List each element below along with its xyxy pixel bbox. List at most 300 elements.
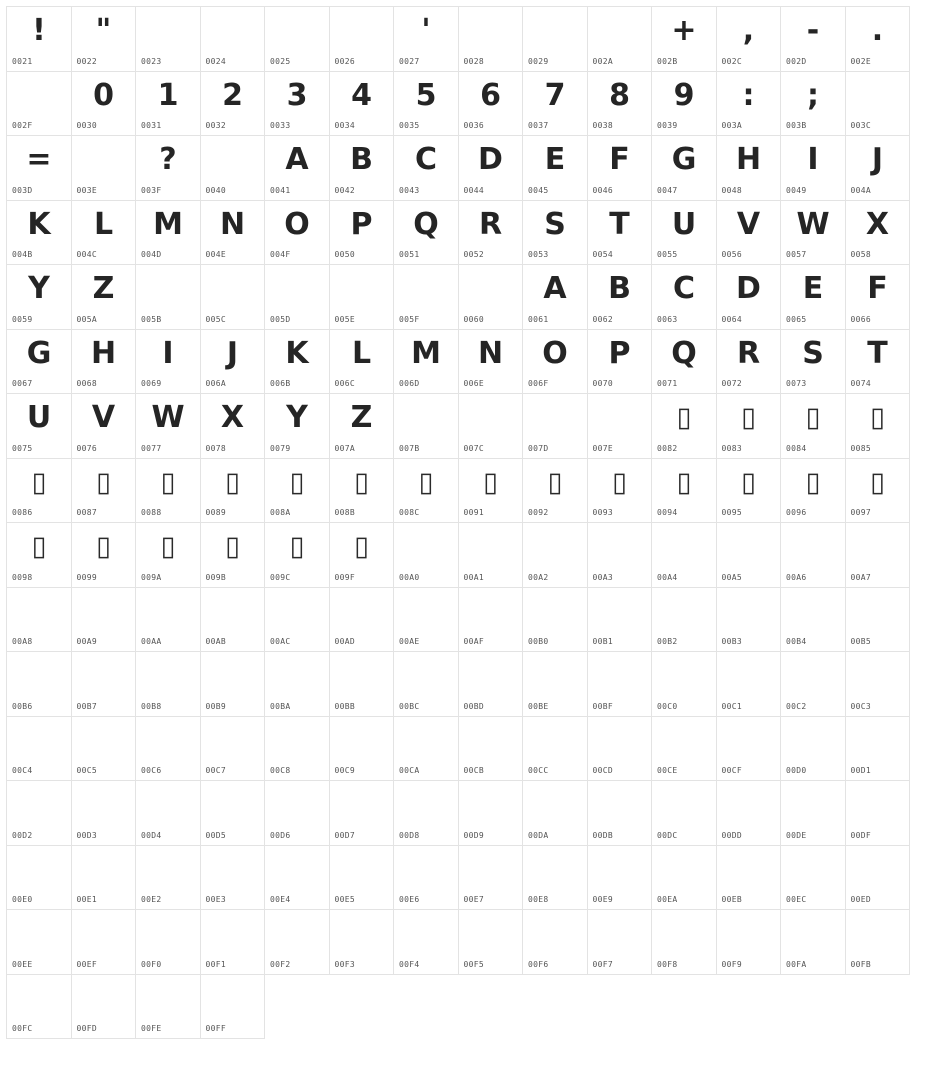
glyph-cell[interactable]	[394, 136, 459, 201]
glyph-codepoint: 0094	[657, 508, 678, 517]
glyph-cell[interactable]	[265, 394, 330, 459]
glyph-cell[interactable]	[459, 652, 524, 717]
glyph-cell[interactable]	[459, 459, 524, 524]
glyph-cell[interactable]	[201, 72, 266, 137]
glyph-cell[interactable]	[394, 588, 459, 653]
glyph-cell[interactable]	[136, 846, 201, 911]
glyph-cell[interactable]	[588, 910, 653, 975]
glyph-cell[interactable]	[523, 201, 588, 266]
glyph-cell[interactable]	[846, 136, 911, 201]
glyph-cell[interactable]	[523, 265, 588, 330]
glyph-preview	[652, 783, 716, 827]
glyph-cell[interactable]	[136, 7, 201, 72]
glyph-codepoint: 00E8	[528, 895, 549, 904]
glyph-cell[interactable]	[330, 588, 395, 653]
glyph-cell[interactable]	[136, 717, 201, 782]
glyph-cell[interactable]	[717, 7, 782, 72]
glyph-preview: Z	[92, 271, 114, 306]
glyph-cell[interactable]	[717, 459, 782, 524]
glyph-cell[interactable]	[846, 330, 911, 395]
glyph-preview	[394, 912, 458, 956]
glyph-codepoint: 0051	[399, 250, 420, 259]
glyph-cell[interactable]	[459, 7, 524, 72]
glyph-cell[interactable]	[523, 523, 588, 588]
glyph-cell[interactable]	[717, 330, 782, 395]
glyph-cell[interactable]	[265, 201, 330, 266]
glyph-cell[interactable]	[781, 7, 846, 72]
glyph-cell[interactable]	[265, 717, 330, 782]
glyph-cell[interactable]	[136, 781, 201, 846]
glyph-codepoint: 006A	[205, 379, 226, 388]
glyph-cell[interactable]	[72, 523, 137, 588]
glyph-cell[interactable]	[7, 459, 72, 524]
glyph-cell[interactable]	[588, 394, 653, 459]
glyph-preview: H	[90, 335, 116, 371]
glyph-cell[interactable]	[846, 910, 911, 975]
glyph-cell[interactable]	[394, 910, 459, 975]
glyph-cell[interactable]	[72, 265, 137, 330]
glyph-cell[interactable]	[7, 588, 72, 653]
glyph-cell[interactable]	[201, 394, 266, 459]
glyph-cell[interactable]	[72, 975, 137, 1040]
glyph-preview	[265, 267, 329, 311]
glyph-codepoint: 00EB	[721, 895, 742, 904]
glyph-cell[interactable]	[136, 588, 201, 653]
glyph-cell[interactable]	[652, 394, 717, 459]
glyph-codepoint: 008B	[334, 508, 355, 517]
glyph-cell[interactable]	[459, 910, 524, 975]
glyph-cell[interactable]	[72, 136, 137, 201]
glyph-cell[interactable]	[781, 394, 846, 459]
glyph-cell[interactable]	[781, 781, 846, 846]
glyph-cell[interactable]	[72, 394, 137, 459]
glyph-cell[interactable]	[588, 459, 653, 524]
glyph-cell[interactable]	[265, 72, 330, 137]
glyph-cell[interactable]	[523, 781, 588, 846]
glyph-preview	[588, 719, 652, 763]
glyph-cell[interactable]	[846, 781, 911, 846]
glyph-codepoint: 00FE	[141, 1024, 162, 1033]
glyph-cell[interactable]	[523, 588, 588, 653]
glyph-preview: 8	[609, 77, 630, 113]
glyph-preview	[781, 848, 845, 892]
glyph-cell[interactable]	[330, 846, 395, 911]
glyph-cell[interactable]	[201, 523, 266, 588]
glyph-cell[interactable]	[136, 330, 201, 395]
glyph-preview	[201, 719, 265, 763]
glyph-cell[interactable]	[846, 394, 911, 459]
glyph-cell[interactable]	[136, 652, 201, 717]
glyph-cell[interactable]	[588, 201, 653, 266]
glyph-cell[interactable]	[136, 523, 201, 588]
glyph-cell[interactable]	[330, 910, 395, 975]
glyph-preview: 6	[480, 77, 501, 113]
glyph-cell[interactable]	[136, 72, 201, 137]
glyph-codepoint: 0059	[12, 314, 33, 324]
glyph-preview: H	[735, 142, 761, 177]
glyph-cell[interactable]	[7, 72, 72, 137]
glyph-cell[interactable]	[717, 652, 782, 717]
glyph-cell[interactable]	[459, 781, 524, 846]
glyph-preview: S	[544, 206, 566, 242]
glyph-preview	[7, 977, 71, 1021]
glyph-preview: R	[736, 335, 760, 371]
glyph-cell[interactable]	[846, 846, 911, 911]
glyph-codepoint: 009C	[270, 572, 291, 582]
glyph-cell[interactable]	[136, 394, 201, 459]
glyph-cell[interactable]	[652, 717, 717, 782]
glyph-codepoint: 00C6	[141, 766, 162, 775]
glyph-cell[interactable]	[781, 717, 846, 782]
glyph-cell[interactable]	[588, 72, 653, 137]
glyph-cell[interactable]	[72, 717, 137, 782]
glyph-codepoint: 00A0	[399, 572, 420, 582]
glyph-cell[interactable]	[265, 265, 330, 330]
glyph-preview	[459, 848, 523, 892]
glyph-cell[interactable]	[201, 459, 266, 524]
glyph-cell[interactable]	[7, 7, 72, 72]
glyph-cell[interactable]	[523, 459, 588, 524]
glyph-cell[interactable]	[459, 717, 524, 782]
glyph-cell[interactable]	[7, 717, 72, 782]
glyph-cell[interactable]	[652, 136, 717, 201]
glyph-codepoint: 0062	[592, 314, 613, 324]
glyph-cell[interactable]	[459, 201, 524, 266]
glyph-cell[interactable]	[394, 523, 459, 588]
glyph-cell[interactable]	[652, 72, 717, 137]
glyph-cell[interactable]	[330, 394, 395, 459]
glyph-cell[interactable]	[7, 394, 72, 459]
glyph-cell[interactable]	[7, 846, 72, 911]
glyph-cell[interactable]	[265, 846, 330, 911]
glyph-cell[interactable]	[523, 910, 588, 975]
glyph-cell[interactable]	[846, 7, 911, 72]
glyph-cell[interactable]	[201, 588, 266, 653]
glyph-cell[interactable]	[201, 330, 266, 395]
glyph-cell[interactable]	[588, 7, 653, 72]
glyph-cell[interactable]	[652, 265, 717, 330]
glyph-preview: ▯	[354, 531, 369, 562]
glyph-preview	[588, 783, 652, 827]
glyph-cell[interactable]	[459, 72, 524, 137]
glyph-codepoint: 0040	[205, 185, 226, 195]
glyph-cell[interactable]	[652, 201, 717, 266]
glyph-cell[interactable]	[717, 717, 782, 782]
glyph-preview	[717, 525, 781, 569]
glyph-cell[interactable]	[459, 265, 524, 330]
glyph-cell[interactable]	[330, 781, 395, 846]
glyph-cell[interactable]	[330, 72, 395, 137]
glyph-cell[interactable]	[201, 7, 266, 72]
glyph-codepoint: 00CE	[657, 766, 678, 775]
glyph-codepoint: 006F	[528, 379, 549, 388]
glyph-preview: +	[671, 13, 697, 48]
glyph-cell[interactable]	[652, 588, 717, 653]
glyph-cell[interactable]	[330, 330, 395, 395]
glyph-codepoint: 006E	[463, 379, 484, 388]
glyph-cell[interactable]	[588, 330, 653, 395]
glyph-cell[interactable]	[781, 910, 846, 975]
glyph-cell[interactable]	[7, 652, 72, 717]
glyph-codepoint: 00EE	[12, 959, 33, 969]
glyph-cell[interactable]	[72, 330, 137, 395]
glyph-cell[interactable]	[846, 265, 911, 330]
glyph-cell[interactable]	[781, 459, 846, 524]
glyph-cell[interactable]	[717, 523, 782, 588]
glyph-cell[interactable]	[523, 717, 588, 782]
glyph-cell[interactable]	[459, 394, 524, 459]
glyph-codepoint: 0057	[786, 250, 807, 259]
glyph-codepoint: 00A4	[657, 572, 678, 582]
glyph-cell[interactable]	[265, 459, 330, 524]
glyph-codepoint: 00BA	[270, 701, 291, 711]
glyph-cell[interactable]	[7, 330, 72, 395]
glyph-cell[interactable]	[459, 846, 524, 911]
glyph-preview: O	[284, 206, 310, 242]
glyph-preview: P	[608, 335, 630, 371]
glyph-preview: N	[477, 335, 503, 371]
glyph-cell[interactable]	[330, 523, 395, 588]
glyph-codepoint: 0026	[334, 56, 355, 66]
glyph-cell[interactable]	[394, 781, 459, 846]
glyph-codepoint: 00C2	[786, 701, 807, 711]
glyph-cell[interactable]	[846, 652, 911, 717]
glyph-cell[interactable]	[781, 136, 846, 201]
glyph-cell[interactable]	[330, 201, 395, 266]
glyph-cell[interactable]	[136, 136, 201, 201]
glyph-codepoint: 0099	[76, 572, 97, 582]
glyph-cell[interactable]	[459, 588, 524, 653]
glyph-cell[interactable]	[265, 330, 330, 395]
glyph-cell[interactable]	[523, 330, 588, 395]
glyph-codepoint: 0034	[334, 121, 355, 130]
glyph-cell[interactable]	[588, 717, 653, 782]
glyph-codepoint: 00B6	[12, 701, 33, 711]
glyph-codepoint: 0058	[850, 250, 871, 259]
glyph-codepoint: 003B	[786, 121, 807, 130]
glyph-codepoint: 0035	[399, 121, 420, 130]
glyph-cell[interactable]	[523, 846, 588, 911]
glyph-cell[interactable]	[846, 717, 911, 782]
glyph-cell[interactable]	[394, 201, 459, 266]
glyph-codepoint: 0074	[850, 379, 871, 388]
glyph-cell[interactable]	[652, 330, 717, 395]
glyph-cell[interactable]	[394, 717, 459, 782]
glyph-cell[interactable]	[7, 523, 72, 588]
glyph-codepoint: 00D6	[270, 830, 291, 840]
glyph-preview	[523, 848, 587, 892]
glyph-preview	[330, 654, 394, 698]
glyph-cell[interactable]	[523, 7, 588, 72]
glyph-codepoint: 007E	[592, 443, 613, 453]
glyph-cell[interactable]	[846, 588, 911, 653]
glyph-cell[interactable]	[588, 588, 653, 653]
glyph-cell[interactable]	[394, 330, 459, 395]
glyph-codepoint: 00A6	[786, 572, 807, 582]
glyph-cell[interactable]	[846, 523, 911, 588]
glyph-codepoint: 005B	[141, 314, 162, 324]
glyph-cell[interactable]	[201, 652, 266, 717]
glyph-cell[interactable]	[394, 72, 459, 137]
glyph-cell[interactable]	[652, 846, 717, 911]
glyph-cell[interactable]	[201, 975, 266, 1040]
glyph-cell[interactable]	[588, 781, 653, 846]
glyph-cell[interactable]	[7, 781, 72, 846]
glyph-cell[interactable]	[781, 265, 846, 330]
glyph-cell[interactable]	[201, 136, 266, 201]
glyph-cell[interactable]	[201, 265, 266, 330]
glyph-cell[interactable]	[459, 523, 524, 588]
glyph-cell[interactable]	[523, 72, 588, 137]
glyph-cell[interactable]	[330, 652, 395, 717]
glyph-cell[interactable]	[717, 394, 782, 459]
glyph-cell[interactable]	[265, 523, 330, 588]
glyph-cell[interactable]	[523, 136, 588, 201]
glyph-cell[interactable]	[72, 910, 137, 975]
glyph-cell[interactable]	[781, 523, 846, 588]
glyph-cell[interactable]	[781, 846, 846, 911]
glyph-cell[interactable]	[265, 652, 330, 717]
glyph-cell[interactable]	[201, 910, 266, 975]
glyph-cell[interactable]	[717, 781, 782, 846]
glyph-codepoint: 00F0	[141, 959, 162, 969]
glyph-codepoint: 0063	[657, 314, 678, 324]
glyph-cell[interactable]	[652, 7, 717, 72]
glyph-cell[interactable]	[717, 265, 782, 330]
glyph-cell[interactable]	[72, 588, 137, 653]
glyph-cell[interactable]	[265, 136, 330, 201]
glyph-cell[interactable]	[201, 781, 266, 846]
glyph-cell[interactable]	[201, 846, 266, 911]
glyph-cell[interactable]	[72, 846, 137, 911]
glyph-cell[interactable]	[72, 72, 137, 137]
glyph-cell[interactable]	[330, 717, 395, 782]
glyph-cell[interactable]	[781, 201, 846, 266]
glyph-cell[interactable]	[136, 910, 201, 975]
glyph-codepoint: 00CA	[399, 766, 420, 775]
glyph-cell[interactable]	[652, 910, 717, 975]
glyph-cell[interactable]	[7, 136, 72, 201]
glyph-cell[interactable]	[652, 652, 717, 717]
glyph-cell[interactable]	[265, 588, 330, 653]
glyph-cell[interactable]	[72, 781, 137, 846]
glyph-preview	[201, 848, 265, 892]
glyph-cell[interactable]	[72, 459, 137, 524]
glyph-preview	[201, 654, 265, 698]
glyph-cell[interactable]	[717, 136, 782, 201]
glyph-cell[interactable]	[7, 910, 72, 975]
glyph-cell[interactable]	[7, 265, 72, 330]
glyph-cell[interactable]	[588, 523, 653, 588]
glyph-cell[interactable]	[330, 459, 395, 524]
glyph-cell[interactable]	[781, 72, 846, 137]
glyph-cell[interactable]	[7, 201, 72, 266]
glyph-cell[interactable]	[136, 459, 201, 524]
glyph-preview	[72, 977, 136, 1021]
glyph-cell[interactable]	[717, 588, 782, 653]
glyph-codepoint: 00E6	[399, 895, 420, 904]
glyph-cell[interactable]	[72, 7, 137, 72]
glyph-preview	[330, 912, 394, 956]
glyph-codepoint: 0024	[205, 56, 226, 66]
glyph-cell[interactable]	[523, 394, 588, 459]
glyph-cell[interactable]	[136, 201, 201, 266]
glyph-cell[interactable]	[72, 201, 137, 266]
glyph-cell[interactable]	[72, 652, 137, 717]
glyph-cell[interactable]	[136, 975, 201, 1040]
glyph-codepoint: 00A2	[528, 572, 549, 582]
glyph-preview	[717, 590, 781, 634]
glyph-codepoint: 00DE	[786, 830, 807, 840]
glyph-cell[interactable]	[330, 7, 395, 72]
glyph-cell[interactable]	[394, 459, 459, 524]
glyph-preview	[72, 719, 136, 763]
glyph-cell[interactable]	[588, 136, 653, 201]
glyph-cell[interactable]	[652, 781, 717, 846]
glyph-cell[interactable]	[201, 201, 266, 266]
glyph-cell[interactable]	[330, 265, 395, 330]
glyph-cell[interactable]	[781, 588, 846, 653]
glyph-cell[interactable]	[523, 652, 588, 717]
glyph-cell[interactable]	[717, 846, 782, 911]
glyph-preview	[136, 977, 200, 1021]
glyph-cell[interactable]	[652, 523, 717, 588]
glyph-codepoint: 0068	[76, 379, 97, 388]
glyph-codepoint: 0095	[721, 508, 742, 517]
glyph-cell[interactable]	[781, 652, 846, 717]
glyph-cell[interactable]	[201, 717, 266, 782]
glyph-cell[interactable]	[588, 846, 653, 911]
glyph-cell[interactable]	[394, 652, 459, 717]
glyph-cell[interactable]	[588, 265, 653, 330]
glyph-cell[interactable]	[330, 136, 395, 201]
glyph-cell[interactable]	[781, 330, 846, 395]
glyph-cell[interactable]	[588, 652, 653, 717]
glyph-cell[interactable]	[265, 781, 330, 846]
glyph-cell[interactable]	[652, 459, 717, 524]
glyph-cell[interactable]	[846, 201, 911, 266]
glyph-codepoint: 0091	[463, 508, 484, 517]
glyph-cell[interactable]	[394, 394, 459, 459]
glyph-cell[interactable]	[394, 7, 459, 72]
glyph-cell[interactable]	[717, 910, 782, 975]
glyph-cell[interactable]	[394, 265, 459, 330]
glyph-codepoint: 004E	[205, 250, 226, 259]
glyph-preview	[781, 590, 845, 634]
glyph-preview	[717, 912, 781, 956]
glyph-preview	[201, 267, 265, 311]
glyph-cell[interactable]	[265, 7, 330, 72]
glyph-cell[interactable]	[7, 975, 72, 1040]
glyph-preview	[846, 525, 910, 569]
glyph-codepoint: 00BE	[528, 701, 549, 711]
glyph-cell[interactable]	[846, 72, 911, 137]
glyph-cell[interactable]	[459, 136, 524, 201]
glyph-cell[interactable]	[136, 265, 201, 330]
glyph-codepoint: 0044	[463, 185, 484, 195]
glyph-cell[interactable]	[846, 459, 911, 524]
glyph-cell[interactable]	[717, 201, 782, 266]
glyph-codepoint: 00EC	[786, 895, 807, 904]
glyph-preview: 3	[286, 77, 307, 113]
glyph-cell[interactable]	[717, 72, 782, 137]
glyph-cell[interactable]	[394, 846, 459, 911]
glyph-preview: Q	[671, 335, 697, 371]
glyph-cell[interactable]	[265, 910, 330, 975]
glyph-cell[interactable]	[459, 330, 524, 395]
glyph-codepoint: 0073	[786, 379, 807, 388]
glyph-preview	[136, 9, 200, 53]
